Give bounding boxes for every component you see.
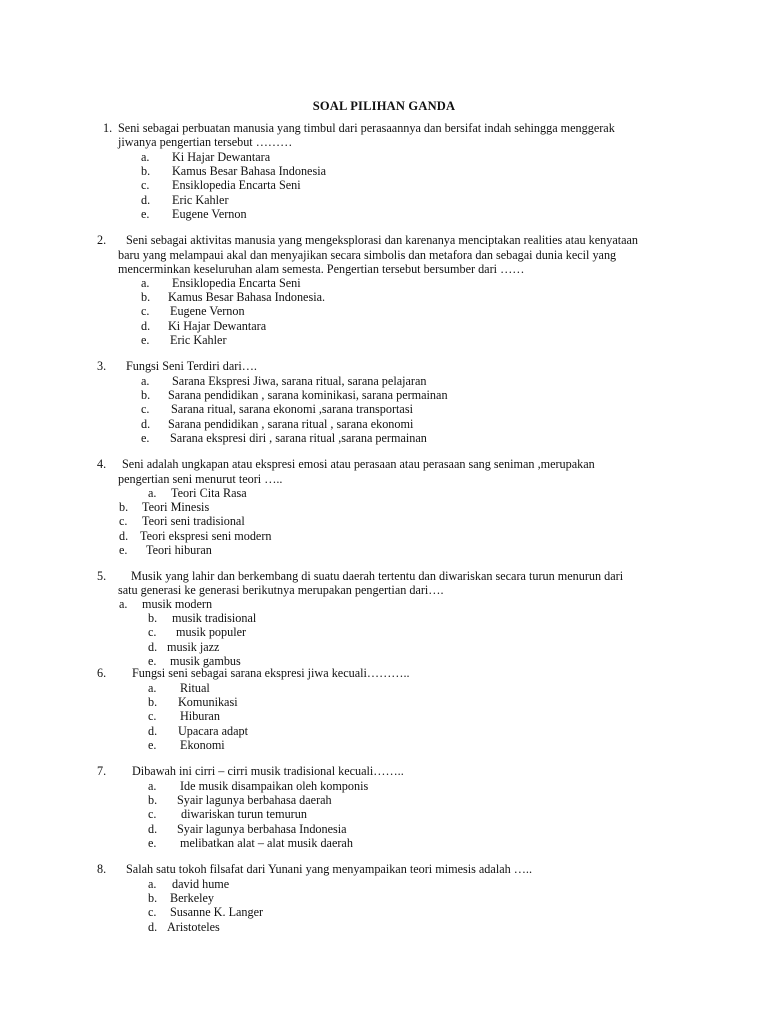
option-text: Upacara adapt <box>178 724 249 738</box>
option-text: Sarana ekspresi diri , sarana ritual ,sarana permainan <box>170 431 427 445</box>
option-text: Hiburan <box>180 709 220 723</box>
option-text: Teori ekspresi seni modern <box>140 529 272 543</box>
option-letter: e. <box>148 836 157 850</box>
question-text: jiwanya pengertian tersebut ……… <box>118 135 293 149</box>
option-text: Eugene Vernon <box>170 304 245 318</box>
option-text: diwariskan turun temurun <box>181 807 307 821</box>
option-text: melibatkan alat – alat musik daerah <box>180 836 353 850</box>
question-number: 2. <box>97 233 107 247</box>
question-text: Salah satu tokoh filsafat dari Yunani yang menyampaikan teori mimesis adalah ….. <box>126 862 533 876</box>
option-letter: a. <box>148 486 157 500</box>
option-letter: d. <box>148 724 158 738</box>
option-text: musik jazz <box>167 640 220 654</box>
option-text: Ki Hajar Dewantara <box>168 319 267 333</box>
option-text: Ensiklopedia Encarta Seni <box>172 178 301 192</box>
option-letter: e. <box>141 333 150 347</box>
option-text: Teori Cita Rasa <box>171 486 247 500</box>
option-letter: d. <box>148 822 158 836</box>
question-number: 5. <box>97 569 107 583</box>
option-letter: c. <box>141 178 150 192</box>
option-text: Eugene Vernon <box>172 207 247 221</box>
option-letter: e. <box>119 543 128 557</box>
option-letter: c. <box>141 304 150 318</box>
option-letter: b. <box>141 388 151 402</box>
question-number: 4. <box>97 457 107 471</box>
question-text: Musik yang lahir dan berkembang di suatu daerah tertentu dan diwariskan secara turun menurun dari <box>131 569 624 583</box>
option-letter: b. <box>141 290 151 304</box>
question-number: 3. <box>97 359 107 373</box>
option-letter: b. <box>148 891 158 905</box>
option-text: Ide musik disampaikan oleh komponis <box>180 779 369 793</box>
option-text: Kamus Besar Bahasa Indonesia <box>172 164 326 178</box>
option-letter: c. <box>141 402 150 416</box>
option-letter: c. <box>148 709 157 723</box>
option-text: Eric Kahler <box>172 193 229 207</box>
option-text: Teori seni tradisional <box>142 514 245 528</box>
option-text: Ki Hajar Dewantara <box>172 150 271 164</box>
question-text: Seni sebagai perbuatan manusia yang timbul dari perasaannya dan bersifat indah sehingga menggerak <box>118 121 615 135</box>
option-text: Sarana ritual, sarana ekonomi ,sarana transportasi <box>171 402 413 416</box>
option-text: david hume <box>172 877 230 891</box>
option-letter: d. <box>148 920 158 934</box>
question-number: 1. <box>103 121 113 135</box>
question-text: Fungsi Seni Terdiri dari…. <box>126 359 257 373</box>
question-text: pengertian seni menurut teori ….. <box>118 472 283 486</box>
question-text: Dibawah ini cirri – cirri musik tradisional kecuali…….. <box>132 764 404 778</box>
option-text: musik populer <box>176 625 247 639</box>
option-text: Ritual <box>180 681 210 695</box>
option-letter: e. <box>141 431 150 445</box>
option-letter: a. <box>141 374 150 388</box>
question-text: mencerminkan keseluruhan alam semesta. Pengertian tersebut bersumber dari …… <box>118 262 525 276</box>
option-letter: a. <box>119 597 128 611</box>
question-text: satu generasi ke generasi berikutnya merupakan pengertian dari…. <box>118 583 444 597</box>
option-letter: a. <box>148 779 157 793</box>
question-number: 8. <box>97 862 107 876</box>
option-text: Kamus Besar Bahasa Indonesia. <box>168 290 326 304</box>
option-text: Sarana pendidikan , sarana kominikasi, sarana permainan <box>168 388 448 402</box>
option-letter: b. <box>119 500 129 514</box>
option-letter: d. <box>119 529 129 543</box>
option-letter: a. <box>148 877 157 891</box>
option-letter: b. <box>141 164 151 178</box>
option-text: Berkeley <box>170 891 214 905</box>
option-text: Ensiklopedia Encarta Seni <box>172 276 301 290</box>
option-letter: c. <box>119 514 128 528</box>
option-letter: c. <box>148 905 157 919</box>
option-text: Ekonomi <box>180 738 225 752</box>
option-letter: e. <box>148 654 157 668</box>
option-text: Syair lagunya berbahasa daerah <box>177 793 332 807</box>
option-text: musik tradisional <box>172 611 257 625</box>
question-number: 7. <box>97 764 107 778</box>
option-letter: a. <box>141 150 150 164</box>
question-text: Fungsi seni sebagai sarana ekspresi jiwa kecuali……….. <box>132 666 410 680</box>
option-letter: d. <box>141 193 151 207</box>
option-text: Susanne K. Langer <box>170 905 264 919</box>
option-text: musik modern <box>142 597 213 611</box>
option-text: musik gambus <box>170 654 241 668</box>
option-letter: b. <box>148 793 158 807</box>
option-text: Sarana pendidikan , sarana ritual , sarana ekonomi <box>168 417 414 431</box>
option-letter: d. <box>141 319 151 333</box>
option-letter: c. <box>148 625 157 639</box>
question-text: Seni sebagai aktivitas manusia yang mengeksplorasi dan karenanya menciptakan realities atau kenyataan <box>126 233 639 247</box>
option-text: Teori Minesis <box>142 500 210 514</box>
option-text: Eric Kahler <box>170 333 227 347</box>
question-text: Seni adalah ungkapan atau ekspresi emosi atau perasaan atau perasaan sang seniman ,merupakan <box>122 457 595 471</box>
option-text: Teori hiburan <box>146 543 212 557</box>
option-letter: b. <box>148 611 158 625</box>
document-title: SOAL PILIHAN GANDA <box>312 99 456 113</box>
option-text: Sarana Ekspresi Jiwa, sarana ritual, sarana pelajaran <box>172 374 427 388</box>
option-text: Aristoteles <box>167 920 220 934</box>
option-letter: e. <box>141 207 150 221</box>
question-number: 6. <box>97 666 107 680</box>
question-text: baru yang melampaui akal dan menyajikan secara simbolis dan metafora dan sebagai dunia kecil yang <box>118 248 617 262</box>
option-letter: d. <box>141 417 151 431</box>
option-letter: c. <box>148 807 157 821</box>
option-text: Komunikasi <box>178 695 238 709</box>
option-letter: e. <box>148 738 157 752</box>
option-letter: d. <box>148 640 158 654</box>
option-text: Syair lagunya berbahasa Indonesia <box>177 822 347 836</box>
option-letter: a. <box>148 681 157 695</box>
option-letter: a. <box>141 276 150 290</box>
option-letter: b. <box>148 695 158 709</box>
